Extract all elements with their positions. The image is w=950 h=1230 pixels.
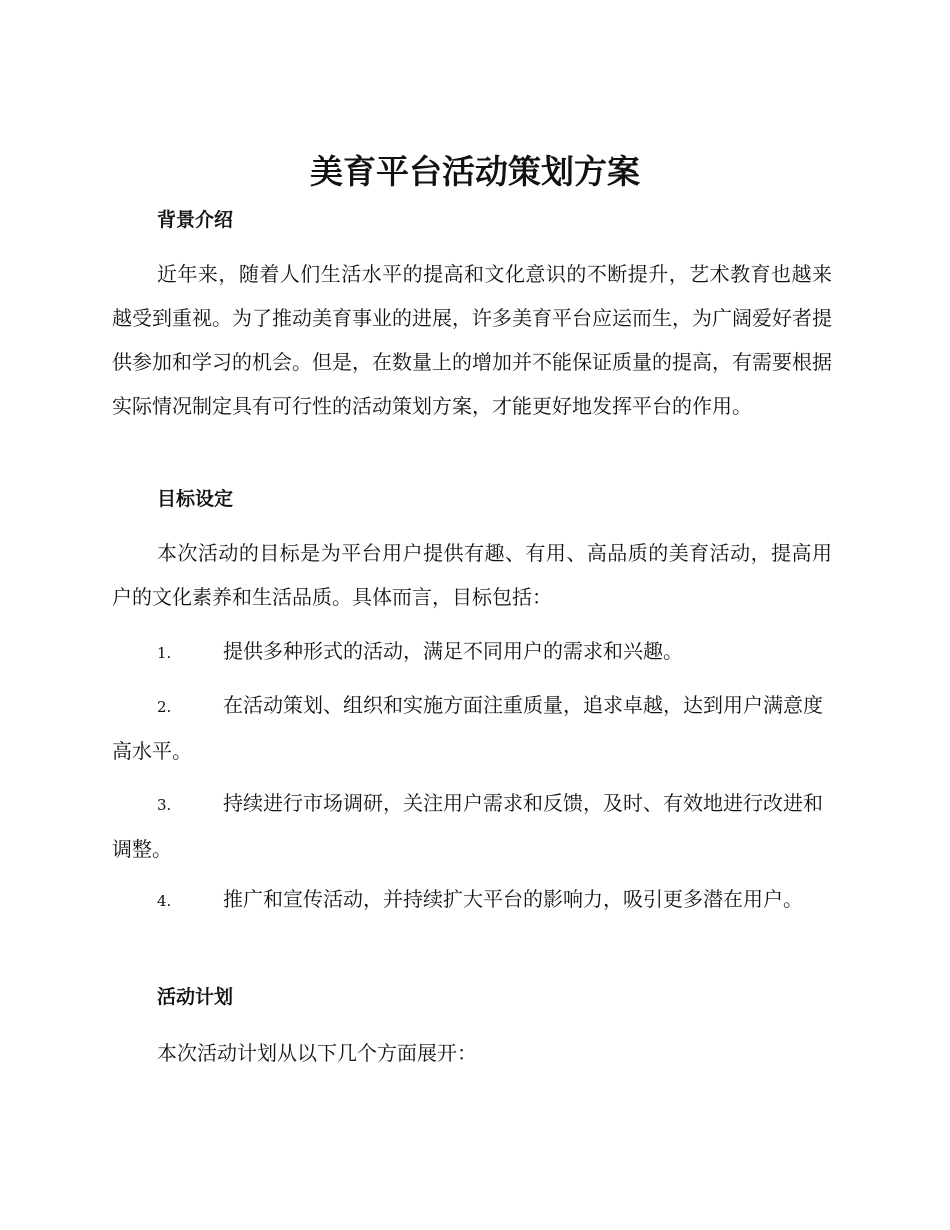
list-item-number: 4. (157, 892, 172, 910)
list-item-text: 在活动策划、组织和实施方面注重质量，追求卓越，达到用户满意度高水平。 (112, 693, 823, 763)
list-item-text: 提供多种形式的活动，满足不同用户的需求和兴趣。 (223, 639, 683, 663)
paragraph-goals: 本次活动的目标是为平台用户提供有趣、有用、高品质的美育活动，提高用户的文化素养和生活品质。具体而言，目标包括： (112, 541, 832, 609)
list-item-text: 推广和宣传活动，并持续扩大平台的影响力，吸引更多潜在用户。 (223, 887, 803, 911)
list-item (112, 877, 832, 923)
list-item-number: 2. (157, 698, 172, 716)
section-heading-goals: 目标设定 (157, 488, 234, 510)
list-item-number: 3. (157, 796, 172, 814)
list-item (112, 629, 832, 675)
list-item (112, 683, 832, 773)
paragraph-background: 近年来，随着人们生活水平的提高和文化意识的不断提升，艺术教育也越来越受到重视。为了推动美育事业的进展，许多美育平台应运而生，为广阔爱好者提供参加和学习的机会。但是，在数量上的增加并不能保证质量的提高，有需要根据实际情况制定具有可行性的活动策划方案，才能更好地发挥平台的作用。 (112, 262, 832, 418)
page-title: 美育平台活动策划方案 (310, 152, 640, 191)
list-item-text: 持续进行市场调研，关注用户需求和反馈，及时、有效地进行改进和调整。 (112, 791, 823, 861)
paragraph-plan: 本次活动计划从以下几个方面展开： (157, 1041, 477, 1065)
list-item (112, 781, 832, 871)
section-heading-background: 背景介绍 (157, 209, 234, 231)
section-heading-plan: 活动计划 (157, 986, 234, 1008)
list-item-number: 1. (157, 644, 172, 662)
